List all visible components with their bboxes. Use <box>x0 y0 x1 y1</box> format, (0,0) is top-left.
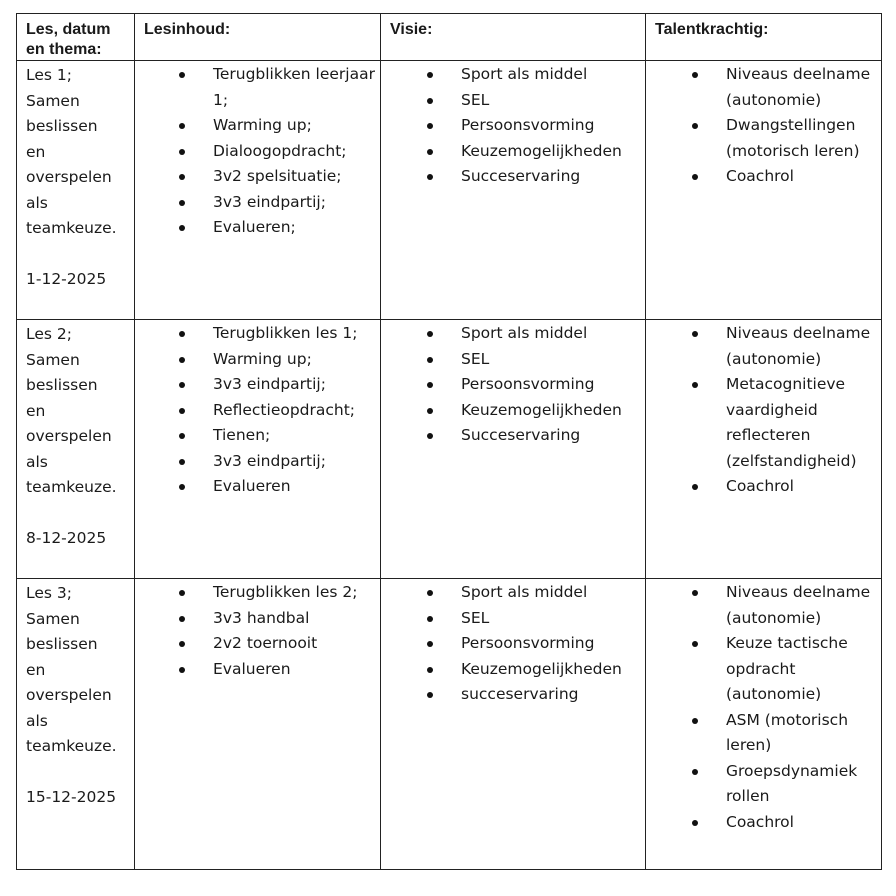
lesinhoud-list <box>135 579 380 682</box>
list-item: Terugblikken les 1; <box>213 321 376 347</box>
les-line: Les 2; <box>26 325 72 343</box>
cell-visie <box>381 579 646 870</box>
les-line: en <box>26 142 46 161</box>
list-item: Evalueren; <box>213 215 376 241</box>
table-row <box>17 320 882 579</box>
list-item: 2v2 toernooit <box>213 631 376 657</box>
talent-list <box>646 61 881 190</box>
lesinhoud-list <box>135 320 380 500</box>
table-row <box>17 579 882 870</box>
les-line: overspelen <box>26 427 112 445</box>
list-item: Terugblikken les 2; <box>213 580 376 606</box>
list-item: 3v3 eindpartij; <box>213 449 376 475</box>
talent-list <box>646 579 881 835</box>
les-line: beslissen <box>26 635 98 653</box>
list-item: SEL <box>461 88 641 114</box>
les-line: beslissen <box>26 117 98 135</box>
les-line: overspelen <box>26 686 112 704</box>
les-line: Samen <box>26 91 80 110</box>
header-lesinhoud: Lesinhoud: <box>135 14 381 61</box>
list-item: 3v3 eindpartij; <box>213 372 376 398</box>
list-item: Persoonsvorming <box>461 113 641 139</box>
les-date: 1-12-2025 <box>26 269 107 288</box>
list-item: Persoonsvorming <box>461 372 641 398</box>
list-item: Dwangstellingen (motorisch leren) <box>726 113 877 164</box>
les-line: overspelen <box>26 168 112 186</box>
cell-les-datum-thema <box>17 61 135 320</box>
cell-lesinhoud <box>135 320 381 579</box>
les-date: 8-12-2025 <box>26 528 107 547</box>
list-item: Keuze tactische opdracht (autonomie) <box>726 631 877 708</box>
list-item: Warming up; <box>213 113 376 139</box>
list-item: SEL <box>461 606 641 632</box>
header-row <box>17 14 882 61</box>
list-item: Warming up; <box>213 347 376 373</box>
les-line: Les 3; <box>26 584 72 602</box>
les-line: teamkeuze. <box>26 737 117 755</box>
list-item: ASM (motorisch leren) <box>726 708 877 759</box>
list-item: Persoonsvorming <box>461 631 641 657</box>
visie-list <box>381 61 645 190</box>
talent-list <box>646 320 881 500</box>
cell-lesinhoud <box>135 579 381 870</box>
list-item: Metacognitieve vaardigheid reflecteren (zelfstandigheid) <box>726 372 877 474</box>
cell-les-datum-thema <box>17 320 135 579</box>
list-item: 3v2 spelsituatie; <box>213 164 376 190</box>
header-visie: Visie: <box>381 14 646 61</box>
list-item: Coachrol <box>726 474 877 500</box>
list-item: Sport als middel <box>461 580 641 606</box>
header-les-datum-thema: Les, datum en thema: <box>17 14 135 61</box>
lesinhoud-list <box>135 61 380 241</box>
les-line: Samen <box>26 609 80 628</box>
cell-les-datum-thema <box>17 579 135 870</box>
list-item: Succeservaring <box>461 423 641 449</box>
cell-lesinhoud <box>135 61 381 320</box>
les-line: als <box>26 452 48 471</box>
table-row <box>17 61 882 320</box>
visie-list <box>381 320 645 449</box>
list-item: 3v3 eindpartij; <box>213 190 376 216</box>
list-item: 3v3 handbal <box>213 606 376 632</box>
list-item: Sport als middel <box>461 62 641 88</box>
list-item: Niveaus deelname (autonomie) <box>726 580 877 631</box>
les-line: Samen <box>26 350 80 369</box>
lesson-plan-table <box>16 13 882 870</box>
list-item: Dialoogopdracht; <box>213 139 376 165</box>
les-line: als <box>26 193 48 212</box>
les-date: 15-12-2025 <box>26 787 117 806</box>
list-item: Keuzemogelijkheden <box>461 398 641 424</box>
list-item: Niveaus deelname (autonomie) <box>726 62 877 113</box>
list-item: Coachrol <box>726 164 877 190</box>
list-item: Keuzemogelijkheden <box>461 657 641 683</box>
les-line: en <box>26 401 46 420</box>
list-item: Niveaus deelname (autonomie) <box>726 321 877 372</box>
cell-talentkrachtig <box>646 61 882 320</box>
les-line: teamkeuze. <box>26 478 117 496</box>
list-item: Sport als middel <box>461 321 641 347</box>
les-line: beslissen <box>26 376 98 394</box>
cell-visie <box>381 61 646 320</box>
cell-talentkrachtig <box>646 320 882 579</box>
list-item: Coachrol <box>726 810 877 836</box>
list-item: Tienen; <box>213 423 376 449</box>
les-line: en <box>26 660 46 679</box>
cell-talentkrachtig <box>646 579 882 870</box>
list-item: Groepsdynamiek rollen <box>726 759 877 810</box>
les-line: teamkeuze. <box>26 219 117 237</box>
header-talentkrachtig: Talentkrachtig: <box>646 14 882 61</box>
list-item: SEL <box>461 347 641 373</box>
list-item: Evalueren <box>213 657 376 683</box>
les-line: als <box>26 711 48 730</box>
les-line: Les 1; <box>26 66 72 84</box>
list-item: succeservaring <box>461 682 641 708</box>
list-item: Reflectieopdracht; <box>213 398 376 424</box>
cell-visie <box>381 320 646 579</box>
list-item: Succeservaring <box>461 164 641 190</box>
visie-list <box>381 579 645 708</box>
list-item: Keuzemogelijkheden <box>461 139 641 165</box>
list-item: Terugblikken leerjaar 1; <box>213 62 376 113</box>
list-item: Evalueren <box>213 474 376 500</box>
